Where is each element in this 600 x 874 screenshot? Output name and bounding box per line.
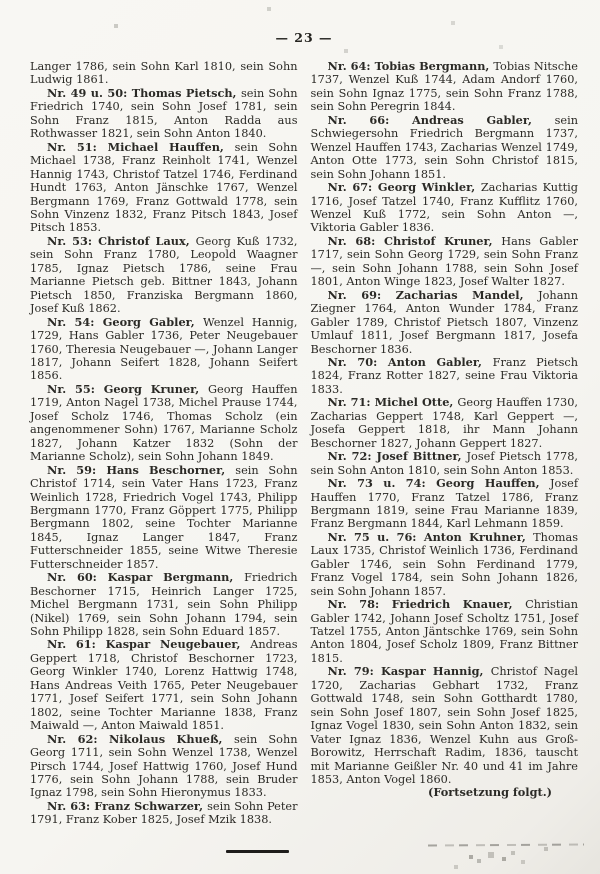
- entry-number: Nr. 68:: [327, 233, 384, 248]
- entry-paragraph: [311, 114, 579, 181]
- entry-text: Georg Hauffen 1730, Zacharias Geppert 1748, Karl Geppert —, Josefa Geppert 1818, ihr Mann Johann Beschorner 1827, Johann Geppert 1827.: [310, 396, 579, 450]
- entry-lead-name: Christof Kruner,: [383, 233, 502, 248]
- entry-text: Tobias Nitsche 1737, Wenzel Kuß 1744, Adam Andorf 1760, sein Sohn Ignaz 1775, sein Sohn Franz 1788, sein Sohn Peregrin 1844.: [310, 60, 578, 114]
- entry-paragraph: [311, 665, 579, 786]
- entry-number: Nr. 62:: [47, 731, 109, 746]
- entry-paragraph: [311, 181, 579, 235]
- entry-text: Langer 1786, sein Sohn Karl 1810, sein Sohn Ludwig 1861.: [30, 60, 298, 87]
- entry-paragraph: [311, 235, 579, 289]
- entry-lead-name: Georg Hauffen,: [436, 476, 550, 491]
- entry-number: Nr. 53:: [47, 233, 99, 248]
- entry-text: Andreas Geppert 1718, Christof Beschorner 1723, Georg Winkler 1740, Lorenz Hattwig 1748, Hans Andreas Veith 1765, Peter Neugebauer 1771, Josef Seifert 1771, sein Sohn Johann 1802, seine Tochter Marianne 1838, Franz Maiwald —, Anton Maiwald 1851.: [30, 638, 298, 733]
- entry-text: Friedrich Beschorner 1715, Heinrich Langer 1725, Michel Bergmann 1731, sein Sohn Philipp (Nikel) 1769, sein Sohn Johann 1794, sein Sohn Philipp 1828, sein Sohn Eduard 1857.: [30, 571, 298, 639]
- entry-lead-name: Anton Gabler,: [387, 354, 493, 369]
- entry-lead-name: Georg Kruner,: [103, 381, 209, 396]
- entry-text: Georg Kuß 1732, sein Sohn Franz 1780, Leopold Waagner 1785, Ignaz Pietsch 1786, seine Frau Marianne Pietsch geb. Bittner 1843, Johann Pietsch 1850, Franziska Bergmann 1860, Josef Kuß 1862.: [30, 234, 298, 316]
- entry-text: Christian Gabler 1742, Johann Josef Scholtz 1751, Josef Tatzel 1755, Anton Jäntschke 1769, sein Sohn Anton 1804, Josef Scholz 1809, Franz Bittner 1815.: [310, 598, 579, 665]
- entry-number: Nr. 75 u. 76:: [327, 529, 424, 544]
- entry-text: sein Sohn Friedrich 1740, sein Sohn Josef 1781, sein Sohn Franz 1815, Anton Radda aus Rothwasser 1821, sein Sohn Anton 1840.: [30, 86, 298, 141]
- entry-number: Nr. 72:: [327, 449, 377, 464]
- entry-paragraph: [311, 289, 579, 356]
- left-column: [30, 60, 298, 827]
- entry-text: Josef Pietsch 1778, sein Sohn Anton 1810, sein Sohn Anton 1853.: [310, 450, 578, 477]
- entry-number: Nr. 73 u. 74:: [327, 476, 437, 491]
- entry-text: Thomas Laux 1735, Christof Weinlich 1736, Ferdinand Gabler 1746, sein Sohn Ferdinand 1779, Franz Vogel 1784, sein Sohn Johann 1826, sein Sohn Johann 1857.: [310, 530, 578, 598]
- entry-lead-name: Hans Beschorner,: [106, 462, 236, 477]
- entry-text: (Fortsetzung folgt.): [428, 785, 552, 800]
- entry-text: sein Sohn Michael 1738, Franz Reinholt 1741, Wenzel Hannig 1743, Christof Tatzel 1746, Ferdinand Hundt 1763, Anton Jänschke 1767, Wenzel Bergmann 1769, Franz Gottwald 1778, sein Sohn Vinzenz 1832, Franz Pitsch 1843, Josef Pitsch 1853.: [30, 140, 298, 235]
- entry-paragraph: [311, 356, 579, 396]
- entry-text: Hans Gabler 1717, sein Sohn Georg 1729, sein Sohn Franz —, sein Sohn Johann 1788, sein Sohn Josef 1801, Anton Winge 1823, Josef Walter 1827.: [310, 234, 578, 289]
- right-column: [311, 60, 579, 827]
- entry-lead-name: Zacharias Mandel,: [395, 287, 539, 302]
- entry-text: sein Sohn Christof 1714, sein Vater Hans 1723, Franz Weinlich 1728, Friedrich Vogel 1743, Philipp Bergmann 1770, Franz Göppert 1775, Philipp Bergmann 1802, seine Tochter Marianne 1845, Ignaz Langer 1847, Franz Futterschneider 1855, seine Witwe Theresie Futterschneider 1857.: [30, 463, 298, 571]
- text-columns: [30, 60, 578, 827]
- entry-paragraph: [311, 598, 579, 665]
- entry-number: Nr. 70:: [327, 354, 388, 369]
- entry-paragraph: [311, 450, 579, 477]
- entry-lead-name: Kaspar Hannig,: [381, 664, 491, 679]
- entry-paragraph: [30, 60, 298, 87]
- entry-paragraph: [30, 383, 298, 464]
- entry-paragraph: [30, 316, 298, 383]
- entry-number: Nr. 64:: [327, 59, 375, 73]
- entry-paragraph: [30, 87, 298, 141]
- scan-noise: [0, 0, 2, 2]
- entry-text: Georg Hauffen 1719, Anton Nagel 1738, Michel Prause 1744, Josef Scholz 1746, Thomas Scholz (ein angenommener Sohn) 1767, Marianne Scholz 1827, Johann Katzer 1832 (Sohn der Marianne Scholz), sein Sohn Johann 1849.: [30, 382, 298, 464]
- page-number: — 23 —: [275, 30, 333, 45]
- entry-lead-name: Michael Hauffen,: [107, 139, 235, 154]
- scan-smudge: [428, 843, 584, 846]
- entry-number: Nr. 54:: [47, 314, 103, 329]
- entry-paragraph: [30, 571, 298, 638]
- entry-paragraph: [30, 733, 298, 800]
- entry-number: Nr. 63:: [47, 798, 95, 813]
- entry-paragraph: [30, 141, 298, 235]
- entry-text: sein Sohn Georg 1711, sein Sohn Wenzel 1738, Wenzel Pirsch 1744, Josef Hattwig 1760, Josef Hund 1776, sein Sohn Johann 1788, sein Bruder Ignaz 1798, sein Sohn Hieronymus 1833.: [30, 732, 298, 800]
- entry-text: Christof Nagel 1720, Zacharias Gebhart 1732, Franz Gottwald 1748, sein Sohn Gotthardt 1780, sein Sohn Josef 1807, sein Sohn Josef 1825, Ignaz Vogel 1830, sein Sohn Anton 1832, sein Vater Ignaz 1836, Wenzel Kuhn aus Groß-Borowitz, Herrschaft Radim, 1836, tauscht mit Marianne Geißler Nr. 40 und 41 im Jahre 1853, Anton Vogel 1860.: [310, 665, 578, 787]
- entry-lead-name: Andreas Gabler,: [412, 112, 555, 127]
- entry-lead-name: Anton Kruhner,: [423, 529, 534, 544]
- entry-paragraph: [30, 800, 298, 827]
- entry-paragraph: [311, 60, 579, 114]
- entry-lead-name: Kaspar Neugebauer,: [105, 637, 251, 652]
- entry-number: Nr. 69:: [327, 287, 396, 302]
- entry-lead-name: Kaspar Bergmann,: [107, 570, 245, 585]
- entry-lead-name: Thomas Pietsch,: [131, 85, 241, 100]
- entry-lead-name: Tobias Bergmann,: [374, 59, 494, 73]
- entry-text: Josef Hauffen 1770, Franz Tatzel 1786, Franz Bergmann 1819, seine Frau Marianne 1839, Franz Bergmann 1844, Karl Lehmann 1859.: [310, 477, 578, 531]
- entry-lead-name: Michel Otte,: [374, 395, 458, 410]
- entry-number: Nr. 78:: [327, 597, 392, 612]
- entry-text: Johann Ziegner 1764, Anton Wunder 1784, Franz Gabler 1789, Christof Pietsch 1807, Vinzenz Umlauf 1811, Josef Bergmann 1817, Josefa Beschorner 1836.: [310, 288, 578, 356]
- entry-number: Nr. 67:: [327, 180, 378, 195]
- entry-lead-name: Franz Schwarzer,: [94, 798, 208, 813]
- entry-paragraph: [311, 477, 579, 531]
- section-divider-rule: [226, 850, 289, 853]
- entry-number: Nr. 51:: [47, 139, 108, 154]
- entry-lead-name: Nikolaus Khueß,: [108, 731, 234, 746]
- entry-number: Nr. 61:: [47, 637, 106, 652]
- entry-text: sein Schwiegersohn Friedrich Bergmann 1737, Wenzel Hauffen 1743, Zacharias Wenzel 1749, Anton Otte 1773, sein Sohn Christof 1815, sein Sohn Johann 1851.: [310, 113, 578, 181]
- entry-paragraph: [311, 396, 579, 450]
- entry-lead-name: Friedrich Knauer,: [391, 597, 526, 612]
- entry-paragraph: [30, 464, 298, 572]
- entry-number: Nr. 55:: [47, 381, 104, 396]
- entry-lead-name: Josef Bittner,: [376, 449, 467, 464]
- entry-lead-name: Christof Laux,: [98, 233, 196, 248]
- entry-number: Nr. 79:: [327, 664, 382, 679]
- entry-number: Nr. 60:: [47, 570, 108, 585]
- entry-paragraph: [311, 531, 579, 598]
- entry-text: Zacharias Kuttig 1716, Josef Tatzel 1740, Franz Kufflitz 1760, Wenzel Kuß 1772, sein Sohn Anton —, Viktoria Gabler 1836.: [310, 181, 579, 235]
- entry-text: sein Sohn Peter 1791, Franz Kober 1825, Josef Mzik 1838.: [30, 799, 298, 827]
- entry-text: Wenzel Hannig, 1729, Hans Gabler 1736, Peter Neugebauer 1760, Theresia Neugebauer —, Johann Langer 1817, Johann Seifert 1828, Johann Seifert 1856.: [30, 315, 298, 383]
- entry-number: Nr. 49 u. 50:: [47, 85, 132, 100]
- entry-number: Nr. 66:: [327, 112, 413, 127]
- entry-paragraph: [30, 235, 298, 316]
- entry-lead-name: Georg Winkler,: [377, 180, 481, 195]
- entry-lead-name: Georg Gabler,: [102, 314, 204, 329]
- entry-number: Nr. 59:: [47, 462, 107, 477]
- entry-paragraph: [311, 786, 579, 799]
- entry-number: Nr. 71:: [327, 395, 375, 410]
- entry-paragraph: [30, 638, 298, 732]
- entry-text: Franz Pietsch 1824, Franz Rotter 1827, seine Frau Viktoria 1833.: [310, 355, 578, 396]
